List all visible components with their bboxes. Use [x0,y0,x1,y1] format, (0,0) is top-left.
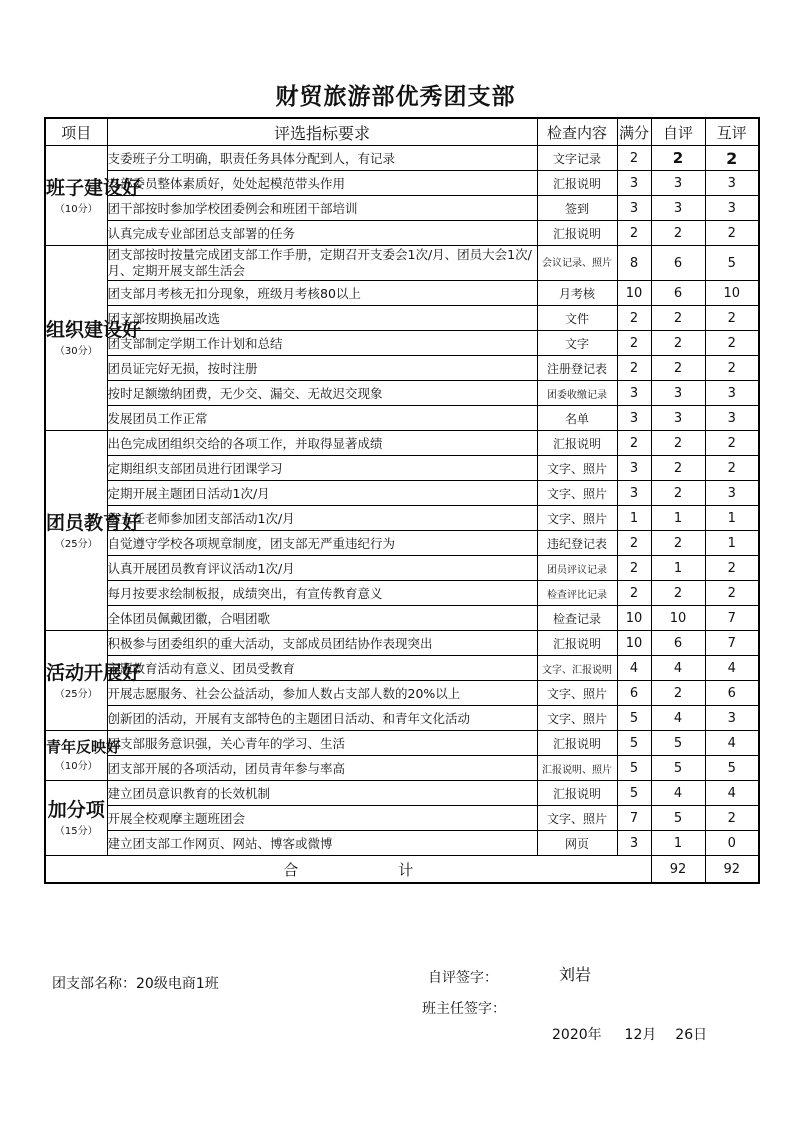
self-score-cell: 2 [651,456,705,481]
table-row [45,556,759,581]
peer-score-cell: 3 [705,171,759,196]
self-score-cell: 2 [651,331,705,356]
check-cell: 月考核 [537,281,617,306]
peer-score-cell: 2 [705,146,759,171]
peer-score-cell: 2 [705,331,759,356]
table-row [45,356,759,381]
full-score-cell: 5 [617,756,651,781]
table-header-row [45,118,759,146]
section-score: （15分） [54,826,98,837]
full-score-cell: 10 [617,606,651,631]
table-row [45,656,759,681]
peer-score-cell: 3 [705,196,759,221]
check-cell: 团委收缴记录 [537,381,617,406]
section-score: （10分） [54,761,98,772]
table-row [45,731,759,756]
self-score-cell: 2 [651,531,705,556]
peer-score-cell: 4 [705,731,759,756]
check-cell: 汇报说明 [537,221,617,246]
self-score-cell: 3 [651,196,705,221]
self-score-cell: 5 [651,806,705,831]
table-row [45,631,759,656]
header-self: 自评 [651,118,705,146]
full-score-cell: 2 [617,356,651,381]
criteria-cell: 定期开展主题团日活动1次/月 [107,481,537,506]
date-month: 12月 [624,1027,657,1043]
self-score-cell: 2 [651,581,705,606]
full-score-cell: 2 [617,221,651,246]
self-score-cell: 3 [651,171,705,196]
self-score-cell: 2 [651,356,705,381]
check-cell: 文件 [537,306,617,331]
criteria-cell: 团支部服务意识强，关心青年的学习、生活 [107,731,537,756]
branch-value: 20级电商1班 [136,976,219,992]
criteria-cell: 自觉遵守学校各项规章制度，团支部无严重违纪行为 [107,531,537,556]
peer-score-cell: 7 [705,631,759,656]
self-score-cell: 4 [651,706,705,731]
check-cell: 文字、汇报说明 [537,656,617,681]
full-score-cell: 3 [617,381,651,406]
check-cell: 汇报说明、照片 [537,756,617,781]
peer-score-cell: 3 [705,481,759,506]
full-score-cell: 2 [617,581,651,606]
peer-score-cell: 7 [705,606,759,631]
total-self: 92 [651,856,705,884]
table-row [45,606,759,631]
table-row [45,331,759,356]
peer-score-cell: 3 [705,406,759,431]
full-score-cell: 8 [617,246,651,281]
peer-score-cell: 4 [705,781,759,806]
check-cell: 文字记录 [537,146,617,171]
criteria-cell: 主题教育活动有意义、团员受教育 [107,656,537,681]
full-score-cell: 5 [617,706,651,731]
criteria-cell: 出色完成团组织交给的各项工作，并取得显著成绩 [107,431,537,456]
criteria-cell: 发展团员工作正常 [107,406,537,431]
criteria-cell: 团干部按时参加学校团委例会和班团干部培训 [107,196,537,221]
self-signature: 刘岩 [559,965,592,984]
self-score-cell: 5 [651,756,705,781]
peer-score-cell: 2 [705,806,759,831]
table-row [45,246,759,281]
self-score-cell: 6 [651,246,705,281]
self-score-cell: 6 [651,281,705,306]
self-score-cell: 2 [651,146,705,171]
evaluation-table [44,117,760,884]
self-score-cell: 4 [651,781,705,806]
check-cell: 网页 [537,831,617,856]
table-row [45,281,759,306]
section-score: （10分） [54,203,98,215]
peer-score-cell: 10 [705,281,759,306]
date-year: 2020年 [552,1027,602,1043]
criteria-cell: 全体团员佩戴团徽，合唱团歌 [107,606,537,631]
check-cell: 汇报说明 [537,171,617,196]
page-title: 财贸旅游部优秀团支部 [275,84,516,110]
full-score-cell: 3 [617,831,651,856]
full-score-cell: 2 [617,431,651,456]
full-score-cell: 3 [617,456,651,481]
peer-score-cell: 1 [705,531,759,556]
full-score-cell: 5 [617,781,651,806]
criteria-cell: 支部委员整体素质好，处处起模范带头作用 [107,171,537,196]
table-row [45,381,759,406]
section-label [45,246,142,431]
table-row [45,306,759,331]
section-label [45,146,142,246]
total-peer: 92 [705,856,759,884]
check-cell: 汇报说明 [537,431,617,456]
check-cell: 文字、照片 [537,681,617,706]
self-score-cell: 1 [651,831,705,856]
check-cell: 汇报说明 [537,731,617,756]
full-score-cell: 2 [617,556,651,581]
branch-label: 团支部名称： [52,976,136,992]
table-row [45,221,759,246]
section-label [45,431,142,631]
check-cell: 汇报说明 [537,781,617,806]
check-cell: 违纪登记表 [537,531,617,556]
criteria-cell: 定期组织支部团员进行团课学习 [107,456,537,481]
self-score-cell: 2 [651,221,705,246]
full-score-cell: 3 [617,196,651,221]
self-score-cell: 2 [651,681,705,706]
header-full: 满分 [617,118,651,146]
section-label [45,781,107,856]
self-score-cell: 2 [651,431,705,456]
self-score-cell: 2 [651,306,705,331]
check-cell: 文字 [537,331,617,356]
table-row [45,481,759,506]
peer-score-cell: 3 [705,381,759,406]
header-criteria: 评选指标要求 [107,118,537,146]
criteria-cell: 按时足额缴纳团费，无少交、漏交、无故迟交现象 [107,381,537,406]
check-cell: 注册登记表 [537,356,617,381]
peer-score-cell: 2 [705,306,759,331]
check-cell: 文字、照片 [537,706,617,731]
full-score-cell: 2 [617,306,651,331]
check-cell: 文字、照片 [537,506,617,531]
peer-score-cell: 2 [705,221,759,246]
check-cell: 文字、照片 [537,481,617,506]
section-name: 组织建设好 [46,319,142,341]
full-score-cell: 6 [617,681,651,706]
full-score-cell: 1 [617,506,651,531]
peer-score-cell: 5 [705,756,759,781]
sign-date [552,1024,707,1044]
self-score-cell: 1 [651,556,705,581]
full-score-cell: 3 [617,481,651,506]
section-label [45,631,142,731]
check-cell: 文字、照片 [537,806,617,831]
check-cell: 会议记录、照片 [537,246,617,281]
full-score-cell: 2 [617,531,651,556]
full-score-cell: 5 [617,731,651,756]
check-cell: 签到 [537,196,617,221]
table-row [45,806,759,831]
header-peer: 互评 [705,118,759,146]
total-row [45,856,759,884]
full-score-cell: 3 [617,406,651,431]
section-name: 团员教育好 [46,511,142,534]
self-score-cell: 3 [651,381,705,406]
table-row [45,431,759,456]
peer-score-cell: 2 [705,431,759,456]
criteria-cell: 认真完成专业部团总支部署的任务 [107,221,537,246]
table-row [45,456,759,481]
peer-score-cell: 2 [705,356,759,381]
teacher-sign-label: 班主任签字： [422,1001,506,1017]
peer-score-cell: 2 [705,581,759,606]
self-score-cell: 2 [651,481,705,506]
table-row [45,506,759,531]
self-score-cell: 1 [651,506,705,531]
full-score-cell: 10 [617,281,651,306]
table-row [45,531,759,556]
section-label [45,731,122,781]
table-row [45,781,759,806]
peer-score-cell: 6 [705,681,759,706]
peer-score-cell: 1 [705,506,759,531]
peer-score-cell: 4 [705,656,759,681]
peer-score-cell: 0 [705,831,759,856]
criteria-cell: 建立团支部工作网页、网站、博客或微博 [107,831,537,856]
check-cell: 汇报说明 [537,631,617,656]
table-row [45,406,759,431]
self-score-cell: 4 [651,656,705,681]
peer-score-cell: 5 [705,246,759,281]
full-score-cell: 10 [617,631,651,656]
full-score-cell: 2 [617,331,651,356]
section-name: 加分项 [47,799,105,821]
criteria-cell: 团支部开展的各项活动，团员青年参与率高 [107,756,537,781]
full-score-cell: 4 [617,656,651,681]
criteria-cell: 每月按要求绘制板报，成绩突出，有宣传教育意义 [107,581,537,606]
section-name: 活动开展好 [46,661,142,684]
section-score: （25分） [54,538,98,550]
criteria-cell: 班主任老师参加团支部活动1次/月 [107,506,537,531]
table-row [45,196,759,221]
self-score-cell: 5 [651,731,705,756]
branch-name [52,973,219,993]
criteria-cell: 团支部按期换届改选 [107,306,537,331]
date-day: 26日 [675,1027,708,1043]
criteria-cell: 积极参与团委组织的重大活动，支部成员团结协作表现突出 [107,631,537,656]
check-cell: 团员评议记录 [537,556,617,581]
criteria-cell: 建立团员意识教育的长效机制 [107,781,537,806]
self-score-cell: 10 [651,606,705,631]
total-label: 合 计 [45,856,651,884]
check-cell: 名单 [537,406,617,431]
self-score-cell: 6 [651,631,705,656]
criteria-cell: 团支部月考核无扣分现象，班级月考核80以上 [107,281,537,306]
section-score: （25分） [54,688,98,700]
table-row [45,706,759,731]
table-row [45,581,759,606]
table-row [45,681,759,706]
peer-score-cell: 2 [705,556,759,581]
criteria-cell: 开展全校观摩主题班团会 [107,806,537,831]
table-row [45,756,759,781]
criteria-cell: 团员证完好无损，按时注册 [107,356,537,381]
criteria-cell: 支委班子分工明确，职责任务具体分配到人，有记录 [107,146,537,171]
table-row [45,146,759,171]
criteria-cell: 开展志愿服务、社会公益活动，参加人数占支部人数的20%以上 [107,681,537,706]
self-sign-label: 自评签字： [428,970,498,986]
criteria-cell: 认真开展团员教育评议活动1次/月 [107,556,537,581]
check-cell: 检查评比记录 [537,581,617,606]
self-score-cell: 3 [651,406,705,431]
full-score-cell: 7 [617,806,651,831]
peer-score-cell: 2 [705,456,759,481]
check-cell: 文字、照片 [537,456,617,481]
criteria-cell: 团支部制定学期工作计划和总结 [107,331,537,356]
header-check: 检查内容 [537,118,617,146]
header-item: 项目 [45,118,107,146]
full-score-cell: 2 [617,146,651,171]
criteria-cell: 团支部按时按量完成团支部工作手册，定期召开支委会1次/月、团员大会1次/月、定期开展支部生活会 [107,246,537,281]
section-name: 青年反映好 [46,738,122,756]
section-name: 班子建设好 [46,176,142,199]
table-row [45,831,759,856]
section-score: （30分） [54,346,98,357]
criteria-cell: 创新团的活动，开展有支部特色的主题团日活动、和青年文化活动 [107,706,537,731]
check-cell: 检查记录 [537,606,617,631]
peer-score-cell: 3 [705,706,759,731]
full-score-cell: 3 [617,171,651,196]
table-row [45,171,759,196]
